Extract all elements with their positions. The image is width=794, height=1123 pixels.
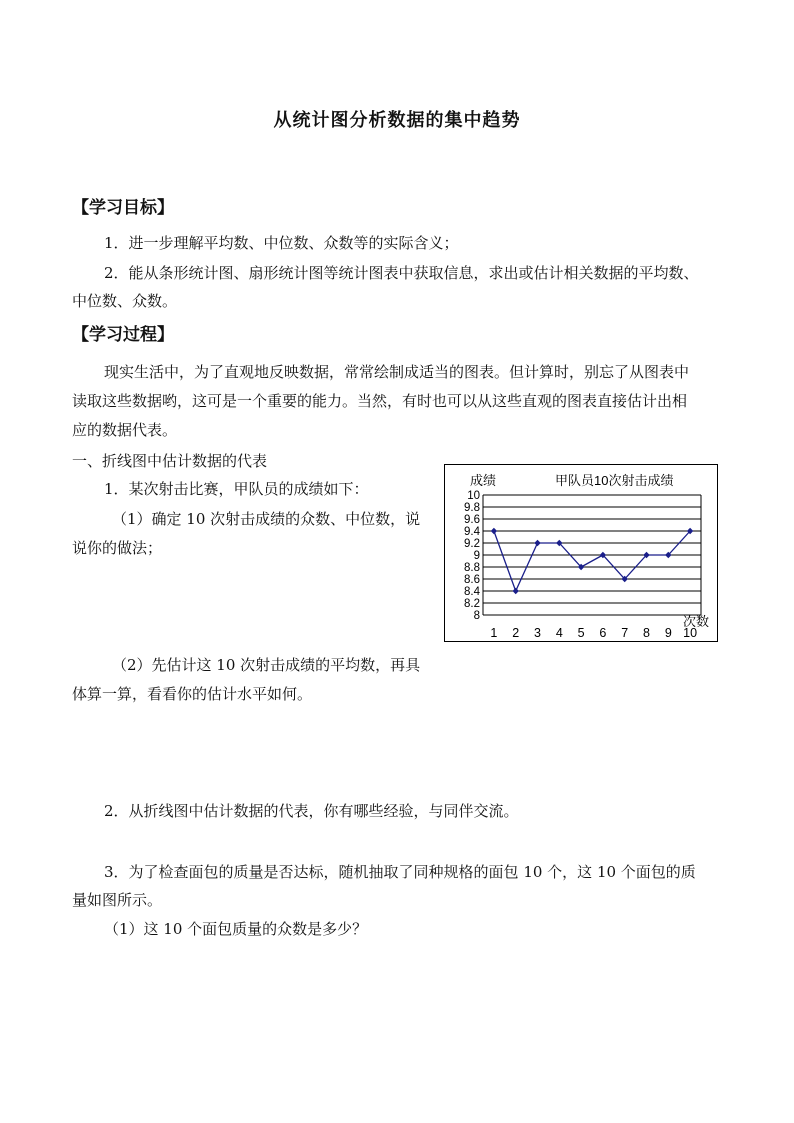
x-tick-label: 2 [512, 626, 520, 640]
section-heading-process: 【学习过程】 [72, 325, 174, 345]
chart-xlabel: 次数 [683, 614, 710, 629]
question-1: 1．某次射击比赛，甲队员的成绩如下： [104, 480, 369, 498]
question-2: 2．从折线图中估计数据的代表，你有哪些经验，与同伴交流。 [104, 802, 519, 820]
line-chart-frame [444, 464, 718, 642]
intro-line-2: 读取这些数据哟，这可是一个重要的能力。当然，有时也可以从这些直观的图表直接估计出相 [72, 392, 688, 410]
line-chart [445, 465, 717, 641]
chart-title: 甲队员10次射击成绩 [555, 473, 674, 488]
part-heading-line-chart: 一、折线图中估计数据的代表 [72, 452, 268, 470]
y-tick-label: 8.4 [464, 586, 480, 598]
x-tick-label: 6 [599, 626, 607, 640]
x-tick-label: 9 [664, 626, 672, 640]
question-1b-line2: 体算一算，看看你的估计水平如何。 [72, 685, 313, 703]
y-tick-label: 10 [467, 490, 480, 502]
y-tick-label: 8.6 [464, 574, 480, 586]
x-tick-label: 1 [490, 626, 498, 640]
question-1a-line2: 说你的做法； [72, 539, 163, 557]
question-3-line1: 3．为了检查面包的质量是否达标，随机抽取了同种规格的面包 10 个，这 10 个面包的质 [104, 863, 696, 881]
question-1b-line1: （2）先估计这 10 次射击成绩的平均数，再具 [112, 656, 421, 674]
x-tick-label: 7 [621, 626, 629, 640]
y-tick-label: 9.4 [464, 526, 480, 538]
y-tick-label: 9 [473, 550, 480, 562]
y-tick-label: 8.8 [464, 562, 480, 574]
question-3a: （1）这 10 个面包质量的众数是多少？ [104, 920, 368, 938]
y-tick-label: 9.2 [464, 538, 480, 550]
x-tick-label: 10 [683, 626, 698, 640]
goal-item-2-line2: 中位数、众数。 [72, 292, 178, 310]
goal-item-1: 1．进一步理解平均数、中位数、众数等的实际含义； [104, 234, 459, 252]
intro-line-1: 现实生活中，为了直观地反映数据，常常绘制成适当的图表。但计算时，别忘了从图表中 [104, 363, 690, 381]
y-tick-label: 8.2 [464, 598, 480, 610]
question-3-line2: 量如图所示。 [72, 891, 163, 909]
x-tick-label: 4 [555, 626, 563, 640]
data-point [534, 540, 540, 546]
x-tick-label: 3 [534, 626, 541, 640]
y-tick-label: 9.8 [464, 502, 480, 514]
x-tick-label: 8 [643, 626, 650, 640]
y-tick-label: 8 [473, 610, 480, 622]
series-line [494, 531, 690, 591]
intro-line-3: 应的数据代表。 [72, 421, 178, 439]
section-heading-goals: 【学习目标】 [72, 198, 174, 218]
chart-ylabel: 成绩 [470, 473, 497, 488]
data-point [491, 528, 497, 534]
goal-item-2-line1: 2．能从条形统计图、扇形统计图等统计图表中获取信息，求出或估计相关数据的平均数、 [104, 264, 699, 282]
page-title: 从统计图分析数据的集中趋势 [273, 110, 521, 131]
x-tick-label: 5 [577, 626, 585, 640]
data-point [513, 588, 519, 594]
y-tick-label: 9.6 [464, 514, 480, 526]
question-1a-line1: （1）确定 10 次射击成绩的众数、中位数，说 [112, 510, 421, 528]
